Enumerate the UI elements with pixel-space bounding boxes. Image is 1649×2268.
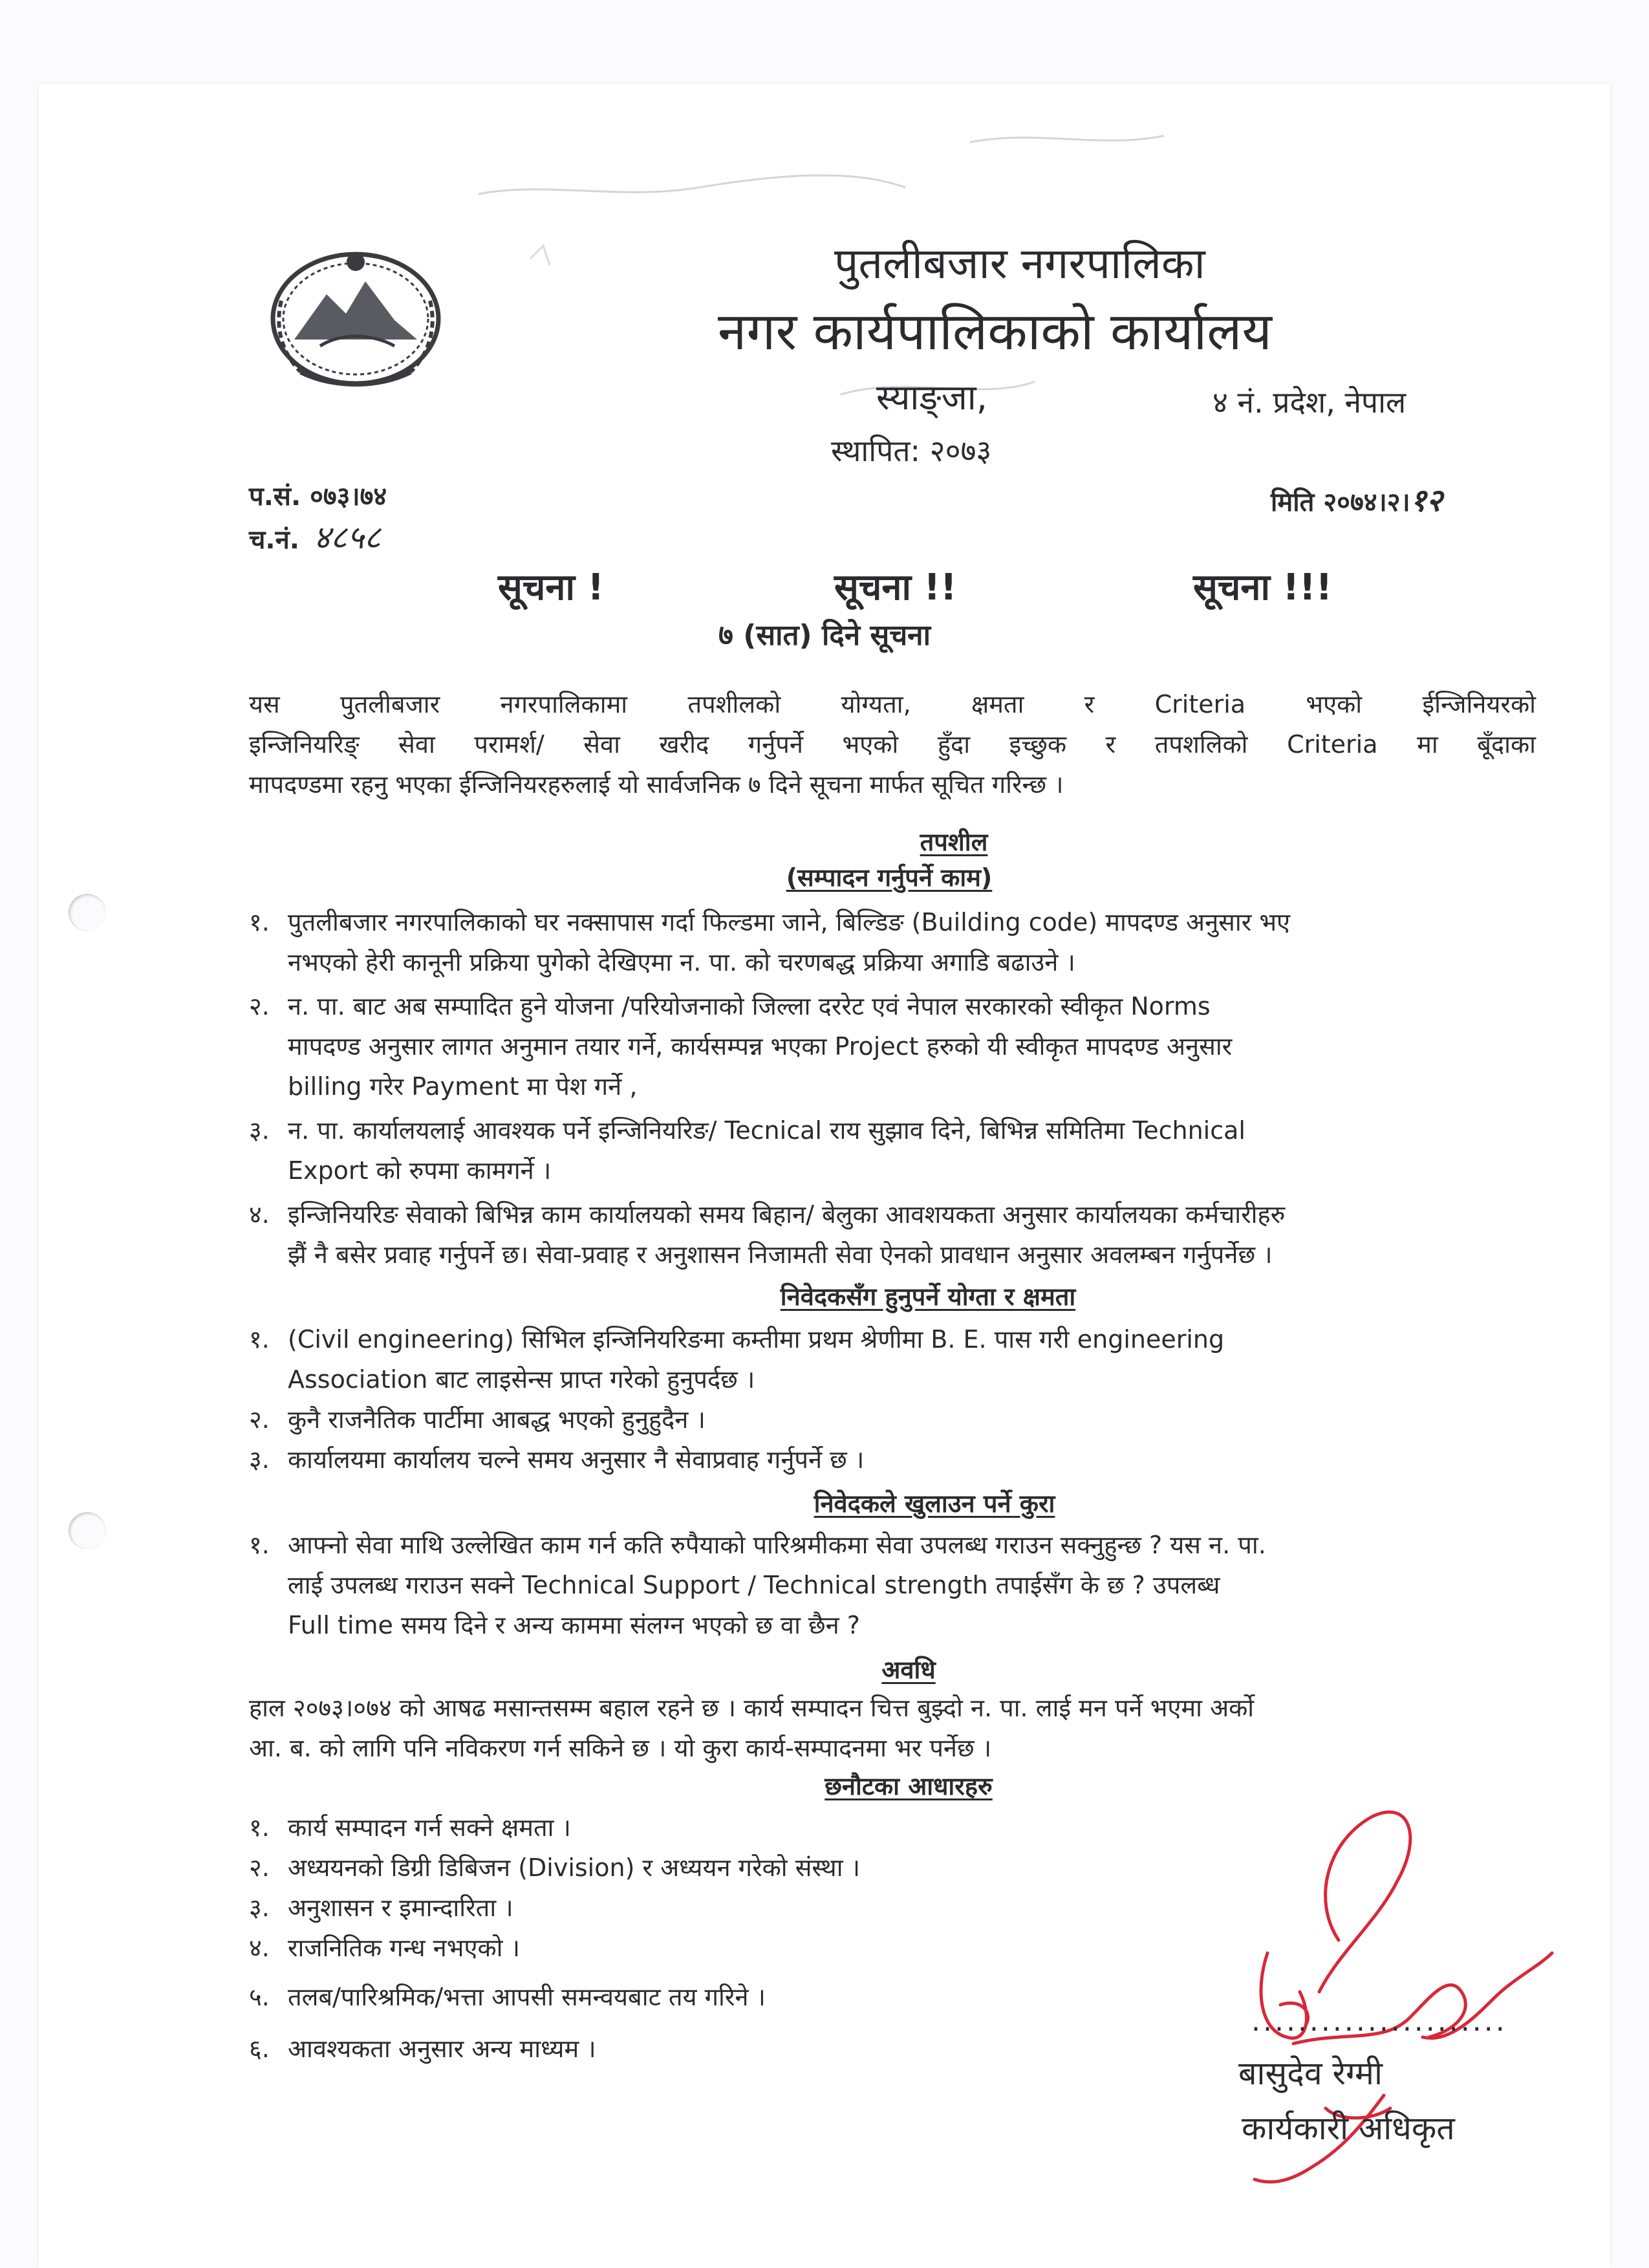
list-item-number: ३.	[249, 1445, 270, 1474]
list-item	[249, 1319, 1562, 1399]
office-name: नगर कार्यपालिकाको कार्यालय	[718, 301, 1272, 362]
list-item-text: billing गरेर Payment मा पेश गर्ने ,	[288, 1072, 638, 1101]
list-item	[249, 1848, 1219, 1888]
list-item-number: २.	[249, 992, 270, 1021]
dispatch-number-label: च.नं.	[249, 525, 299, 555]
district: स्याङ्जा,	[876, 377, 987, 418]
list-item-number: ३.	[249, 1894, 270, 1922]
intro-line: इन्जिनियरिङ् सेवा परामर्श/ सेवा खरीद गर्नुपर्ने भएको हुँदा इच्छुक र तपशलिको Criteria मा बूँदाका	[249, 730, 1536, 759]
list-item-text: लाई उपलब्ध गराउन सक्ने Technical Support / Technical strength तपाईसँग के छ ? उपलब्ध	[288, 1571, 1220, 1599]
section-heading-duration: अवधि	[881, 1656, 936, 1684]
list-item	[249, 1440, 1562, 1480]
duties-list	[249, 902, 1562, 1275]
duration-line: हाल २०७३।०७४ को आषढ मसान्तसम्म बहाल रहने छ । कार्य सम्पादन चित्त बुझ्दो न. पा. लाई मन पर्ने भएमा अर्को	[249, 1694, 1255, 1722]
duration-line: आ. ब. को लागि पनि नविकरण गर्न सकिने छ । यो कुरा कार्य-सम्पादनमा भर पर्नेछ ।	[249, 1734, 992, 1762]
reference-number: प.सं. ०७३।७४	[249, 482, 387, 512]
list-item	[249, 2029, 1219, 2069]
list-item-text: कुनै राजनैतिक पार्टीमा आबद्ध भएको हुनुहुदैन ।	[288, 1405, 706, 1434]
list-item-text: Association बाट लाइसेन्स प्राप्त गरेको हुनुपर्दछ ।	[288, 1365, 755, 1394]
dispatch-number	[249, 514, 381, 558]
dispatch-number-value: ४८५८	[313, 519, 381, 556]
date-value: १२	[1410, 482, 1443, 519]
list-item-text: अध्ययनको डिग्री डिबिजन (Division) र अध्ययन गरेको संस्था ।	[288, 1853, 861, 1882]
notice-heading-2: सूचना !!	[834, 567, 957, 609]
date-label: मिति २०७४।२।	[1271, 488, 1410, 517]
list-item-text: कार्यालयमा कार्यालय चल्ने समय अनुसार नै सेवाप्रवाह गर्नुपर्ने छ ।	[288, 1445, 865, 1474]
list-item-number: ४.	[249, 1200, 270, 1229]
signature-line: ......................	[1251, 2005, 1507, 2038]
list-item	[249, 1888, 1219, 1928]
signatory-name: बासुदेव रेग्मी	[1238, 2055, 1383, 2092]
notice-heading-1: सूचना !	[498, 567, 605, 609]
intro-line: मापदण्डमा रहनु भएका ईन्जिनियरहरुलाई यो सार्वजनिक ७ दिने सूचना मार्फत सूचित गरिन्छ ।	[249, 770, 1064, 799]
province: ४ नं. प्रदेश, नेपाल	[1212, 385, 1406, 420]
list-item-text: Full time समय दिने र अन्य काममा संलग्न भएको छ वा छैन ?	[288, 1611, 860, 1639]
list-item-text: Export को रुपमा कामगर्ने ।	[288, 1156, 552, 1185]
list-item	[249, 1399, 1562, 1440]
list-item-number: ६.	[249, 2035, 270, 2063]
list-item-text: मापदण्ड अनुसार लागत अनुमान तयार गर्ने, कार्यसम्पन्न भएका Project हरुको यी स्वीकृत मापदण्ड अनुसार	[288, 1032, 1233, 1061]
list-item-number: १.	[249, 1325, 270, 1354]
notice-subtitle: ७ (सात) दिने सूचना	[718, 619, 931, 652]
list-item	[249, 1110, 1562, 1191]
list-item-text: आफ्नो सेवा माथि उल्लेखित काम गर्न कति रुपैयाको पारिश्रमीकमा सेवा उपलब्ध गराउन सक्नुहुन्छ ? यस न. पा.	[288, 1531, 1266, 1559]
list-item	[249, 1977, 1219, 2017]
list-item-text: अनुशासन र इमान्दारिता ।	[288, 1894, 513, 1922]
list-item-text: तलब/पारिश्रमिक/भत्ता आपसी समन्वयबाट तय गरिने ।	[288, 1983, 766, 2011]
list-item	[249, 986, 1562, 1107]
nepal-emblem-icon	[255, 243, 456, 394]
punch-hole	[69, 894, 106, 931]
list-item-text: झैं नै बसेर प्रवाह गर्नुपर्ने छ। सेवा-प्रवाह र अनुशासन निजामती सेवा ऐनको प्रावधान अनुसार अवलम्बन गर्नुपर्नेछ ।	[288, 1240, 1273, 1269]
list-item-text: कार्य सम्पादन गर्न सक्ने क्षमता ।	[288, 1813, 571, 1842]
municipality-name: पुतलीबजार नगरपालिका	[834, 239, 1205, 288]
signatory-title: कार्यकारी अधिकृत	[1242, 2110, 1455, 2147]
list-item-number: ५.	[249, 1983, 270, 2011]
section-heading-criteria: छनौटका आधारहरु	[824, 1772, 993, 1800]
list-item	[249, 902, 1562, 982]
list-item-number: १.	[249, 1531, 270, 1559]
established: स्थापित: २०७३	[831, 433, 992, 468]
list-item-text: न. पा. कार्यालयलाई आवश्यक पर्ने इन्जिनियरिङ/ Tecnical राय सुझाव दिने, बिभिन्न समितिमा Technical	[288, 1116, 1245, 1145]
disclosure-list	[249, 1525, 1562, 1645]
qualifications-list	[249, 1319, 1562, 1480]
section-subheading-duties: (सम्पादन गर्नुपर्ने काम)	[786, 863, 993, 892]
section-heading-qualifications: निवेदकसँग हुनुपर्ने योग्ता र क्षमता	[780, 1282, 1076, 1311]
duration-paragraph	[249, 1688, 1562, 1768]
list-item-text: (Civil engineering) सिभिल इन्जिनियरिङमा कम्तीमा प्रथम श्रेणीमा B. E. पास गरी engineering	[288, 1325, 1225, 1354]
list-item-text: न. पा. बाट अब सम्पादित हुने योजना /परियोजनाको जिल्ला दररेट एवं नेपाल सरकारको स्वीकृत Norms	[288, 992, 1211, 1021]
list-item-number: १.	[249, 908, 270, 936]
list-item	[249, 1525, 1562, 1645]
list-item-number: १.	[249, 1813, 270, 1842]
list-item-number: ४.	[249, 1934, 270, 1962]
section-heading-disclosure: निवेदकले खुलाउन पर्ने कुरा	[814, 1489, 1055, 1518]
section-heading-tapshil: तपशील	[920, 828, 988, 856]
intro-paragraph	[249, 684, 1536, 805]
intro-line: यस पुतलीबजार नगरपालिकामा तपशीलको योग्यता, क्षमता र Criteria भएको ईन्जिनियरको	[249, 690, 1536, 718]
list-item-number: २.	[249, 1405, 270, 1434]
notice-heading-3: सूचना !!!	[1193, 567, 1333, 609]
list-item	[249, 1928, 1219, 1968]
list-item-number: २.	[249, 1853, 270, 1882]
date	[1271, 479, 1443, 521]
list-item-text: नभएको हेरी कानूनी प्रक्रिया पुगेको देखिएमा न. पा. को चरणबद्ध प्रक्रिया अगाडि बढाउने ।	[288, 948, 1075, 977]
list-item	[249, 1194, 1562, 1275]
list-item-text: पुतलीबजार नगरपालिकाको घर नक्सापास गर्दा फिल्डमा जाने, बिल्डिङ (Building code) मापदण्ड अनुसार भए	[288, 908, 1291, 936]
criteria-list	[249, 1808, 1219, 2069]
list-item-number: ३.	[249, 1116, 270, 1145]
list-item-text: राजनितिक गन्ध नभएको ।	[288, 1934, 520, 1962]
list-item-text: आवश्यकता अनुसार अन्य माध्यम ।	[288, 2035, 596, 2063]
list-item-text: इन्जिनियरिङ सेवाको बिभिन्न काम कार्यालयको समय बिहान/ बेलुका आवशयकता अनुसार कार्यालयका कर्मचारीहरु	[288, 1200, 1286, 1229]
list-item	[249, 1808, 1219, 1848]
